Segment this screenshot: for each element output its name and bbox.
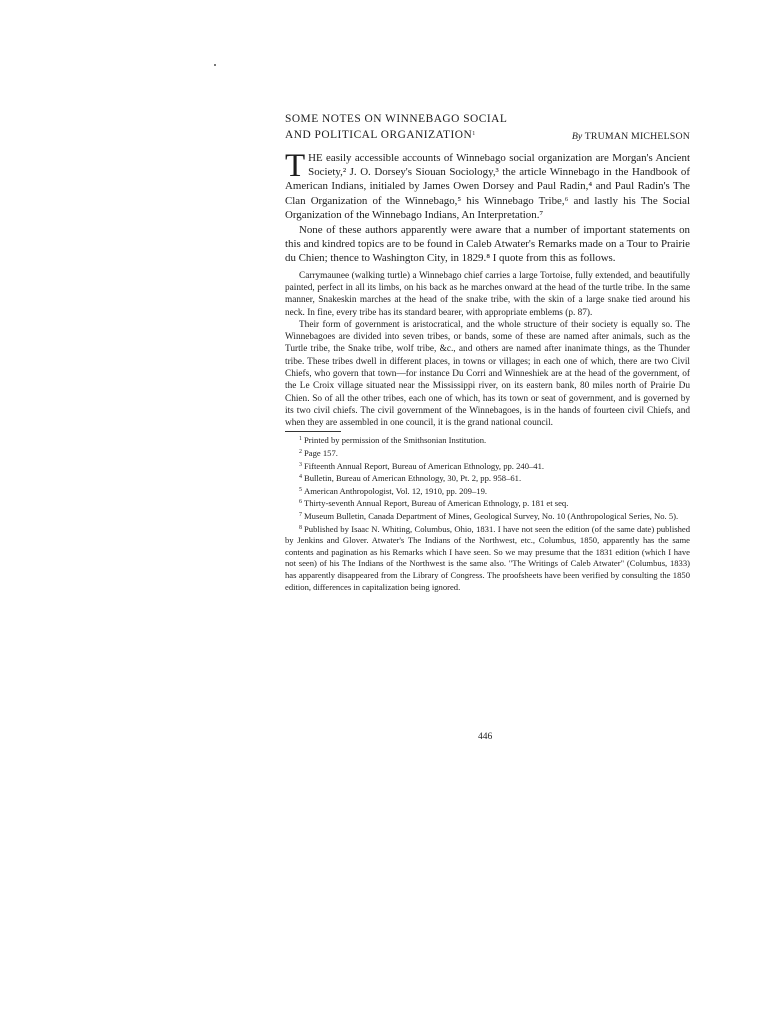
title-footnote-marker: 1: [472, 131, 476, 137]
footnote: [285, 523, 690, 594]
footnote-number: 4: [299, 474, 302, 481]
title-line-2-text: AND POLITICAL ORGANIZATION: [285, 129, 473, 141]
footnote-text: Page 157.: [304, 448, 338, 459]
drop-cap: T: [285, 148, 306, 184]
scan-speck: [214, 64, 216, 66]
footnote: [285, 447, 690, 460]
footnote-number: 7: [299, 512, 302, 519]
footnote-text: Thirty-seventh Annual Report, Bureau of American Ethnology, p. 181 et seq.: [304, 498, 569, 509]
footnote-number: 1: [299, 436, 302, 443]
footnote-text: Museum Bulletin, Canada Department of Mines, Geological Survey, No. 10 (Anthropological Series, No. 5).: [304, 511, 679, 522]
footnote-number: 2: [299, 449, 302, 456]
quote-paragraph-2: Their form of government is aristocratical, and the whole structure of their society is equally so. The Winnebagoes are divided into seven tribes, or bands, some of these are named after animals, such as the Turtle tribe, the Snake tribe, wolf tribe, &c., and others are named after inanimate things, as the Thunder tribe. These tribes dwell in different places, in towns or villages; in each one of which, there are two Civil Chiefs, who govern that town—for instance Du Corri and Winneshiek are at the head of the government, of the Le Croix village situated near the Mississippi river, on its eastern bank, 80 miles north of Prairie Du Chien. So of all the other tribes, each one of which, has its town or seat of government, and is governed by its two civil chiefs. The civil government of the Winnebagoes, is in the hands of fourteen civil Chiefs, and when they are assembled in one council, it is the grand national council.: [285, 319, 690, 429]
block-quote: [285, 270, 690, 430]
page-number: 446: [478, 732, 493, 742]
byline-prefix: By: [571, 131, 583, 142]
quote-paragraph-1: Carrymaunee (walking turtle) a Winnebago chief carries a large Tortoise, fully extended, and beautifully painted, perfect in all its limbs, on his back as he marches onward at the head of the turtle tribe. In the same manner, Snakeskin marches at the head of the snake tribe, with the skin of a large snake tied around his neck. In fine, every tribe has its standard bearer, with appropriate emblems (p. 87).: [285, 270, 690, 318]
footnote-text: Bulletin, Bureau of American Ethnology, 30, Pt. 2, pp. 958–61.: [304, 473, 522, 484]
footnotes: [285, 434, 690, 593]
header: [285, 112, 690, 146]
footnote-text: Printed by permission of the Smithsonian Institution.: [304, 435, 487, 446]
footnote-number: 6: [299, 499, 302, 506]
author-name: TRUMAN MICHELSON: [584, 131, 690, 142]
footnote: [285, 472, 690, 485]
footnote-number: 8: [299, 524, 302, 531]
footnote: [285, 497, 690, 510]
article-page: [285, 112, 690, 593]
title-line-1: SOME NOTES ON WINNEBAGO SOCIAL: [285, 113, 508, 125]
footnote-text: American Anthropologist, Vol. 12, 1910, pp. 209–19.: [304, 485, 488, 496]
footnote-rule: [285, 431, 341, 432]
footnote: [285, 485, 690, 498]
paragraph-1: [285, 148, 690, 222]
paragraph-2: None of these authors apparently were aware that a number of important statements on this and kindred topics are to be found in Caleb Atwater's Remarks made on a Tour to Prairie du Chien; thence to Washington City, in 1829.⁸ I quote from this as follows.: [285, 224, 690, 265]
body-text: [285, 148, 690, 266]
footnote-number: 3: [299, 461, 302, 468]
footnote-text: Published by Isaac N. Whiting, Columbus, Ohio, 1831. I have not seen the edition (of the same date) published by Jenkins and Glover. Atwater's The Indians of the Northwest, etc., Columbus, 1850, apparently has the same contents and pagination as his Remarks which I have seen. So we may presume that the 1831 edition (which I have not seen) of his The Indians of the Northwest is the same also. "The Writings of Caleb Atwater" (Columbus, 1833) has apparently disappeared from the Library of Congress. The proofsheets have been verified by consulting the 1850 edition, differences in capitalization being ignored.: [285, 523, 690, 592]
footnote-number: 5: [299, 486, 302, 493]
footnote-text: Fifteenth Annual Report, Bureau of American Ethnology, pp. 240–41.: [304, 460, 545, 471]
byline: [572, 131, 690, 142]
paragraph-1-text: HE easily accessible accounts of Winnebago social organization are Morgan's Ancient Society,² J. O. Dorsey's Siouan Sociology,³ the article Winnebago in the Handbook of American Indians, initialed by James Owen Dorsey and Paul Radin,⁴ and Paul Radin's The Clan Organization of the Winnebago,⁵ his Winnebago Tribe,⁶ and lastly his The Social Organization of the Winnebago Indians, An Interpretation.⁷: [285, 152, 690, 221]
footnote: [285, 510, 690, 523]
footnote: [285, 460, 690, 473]
footnote: [285, 434, 690, 447]
